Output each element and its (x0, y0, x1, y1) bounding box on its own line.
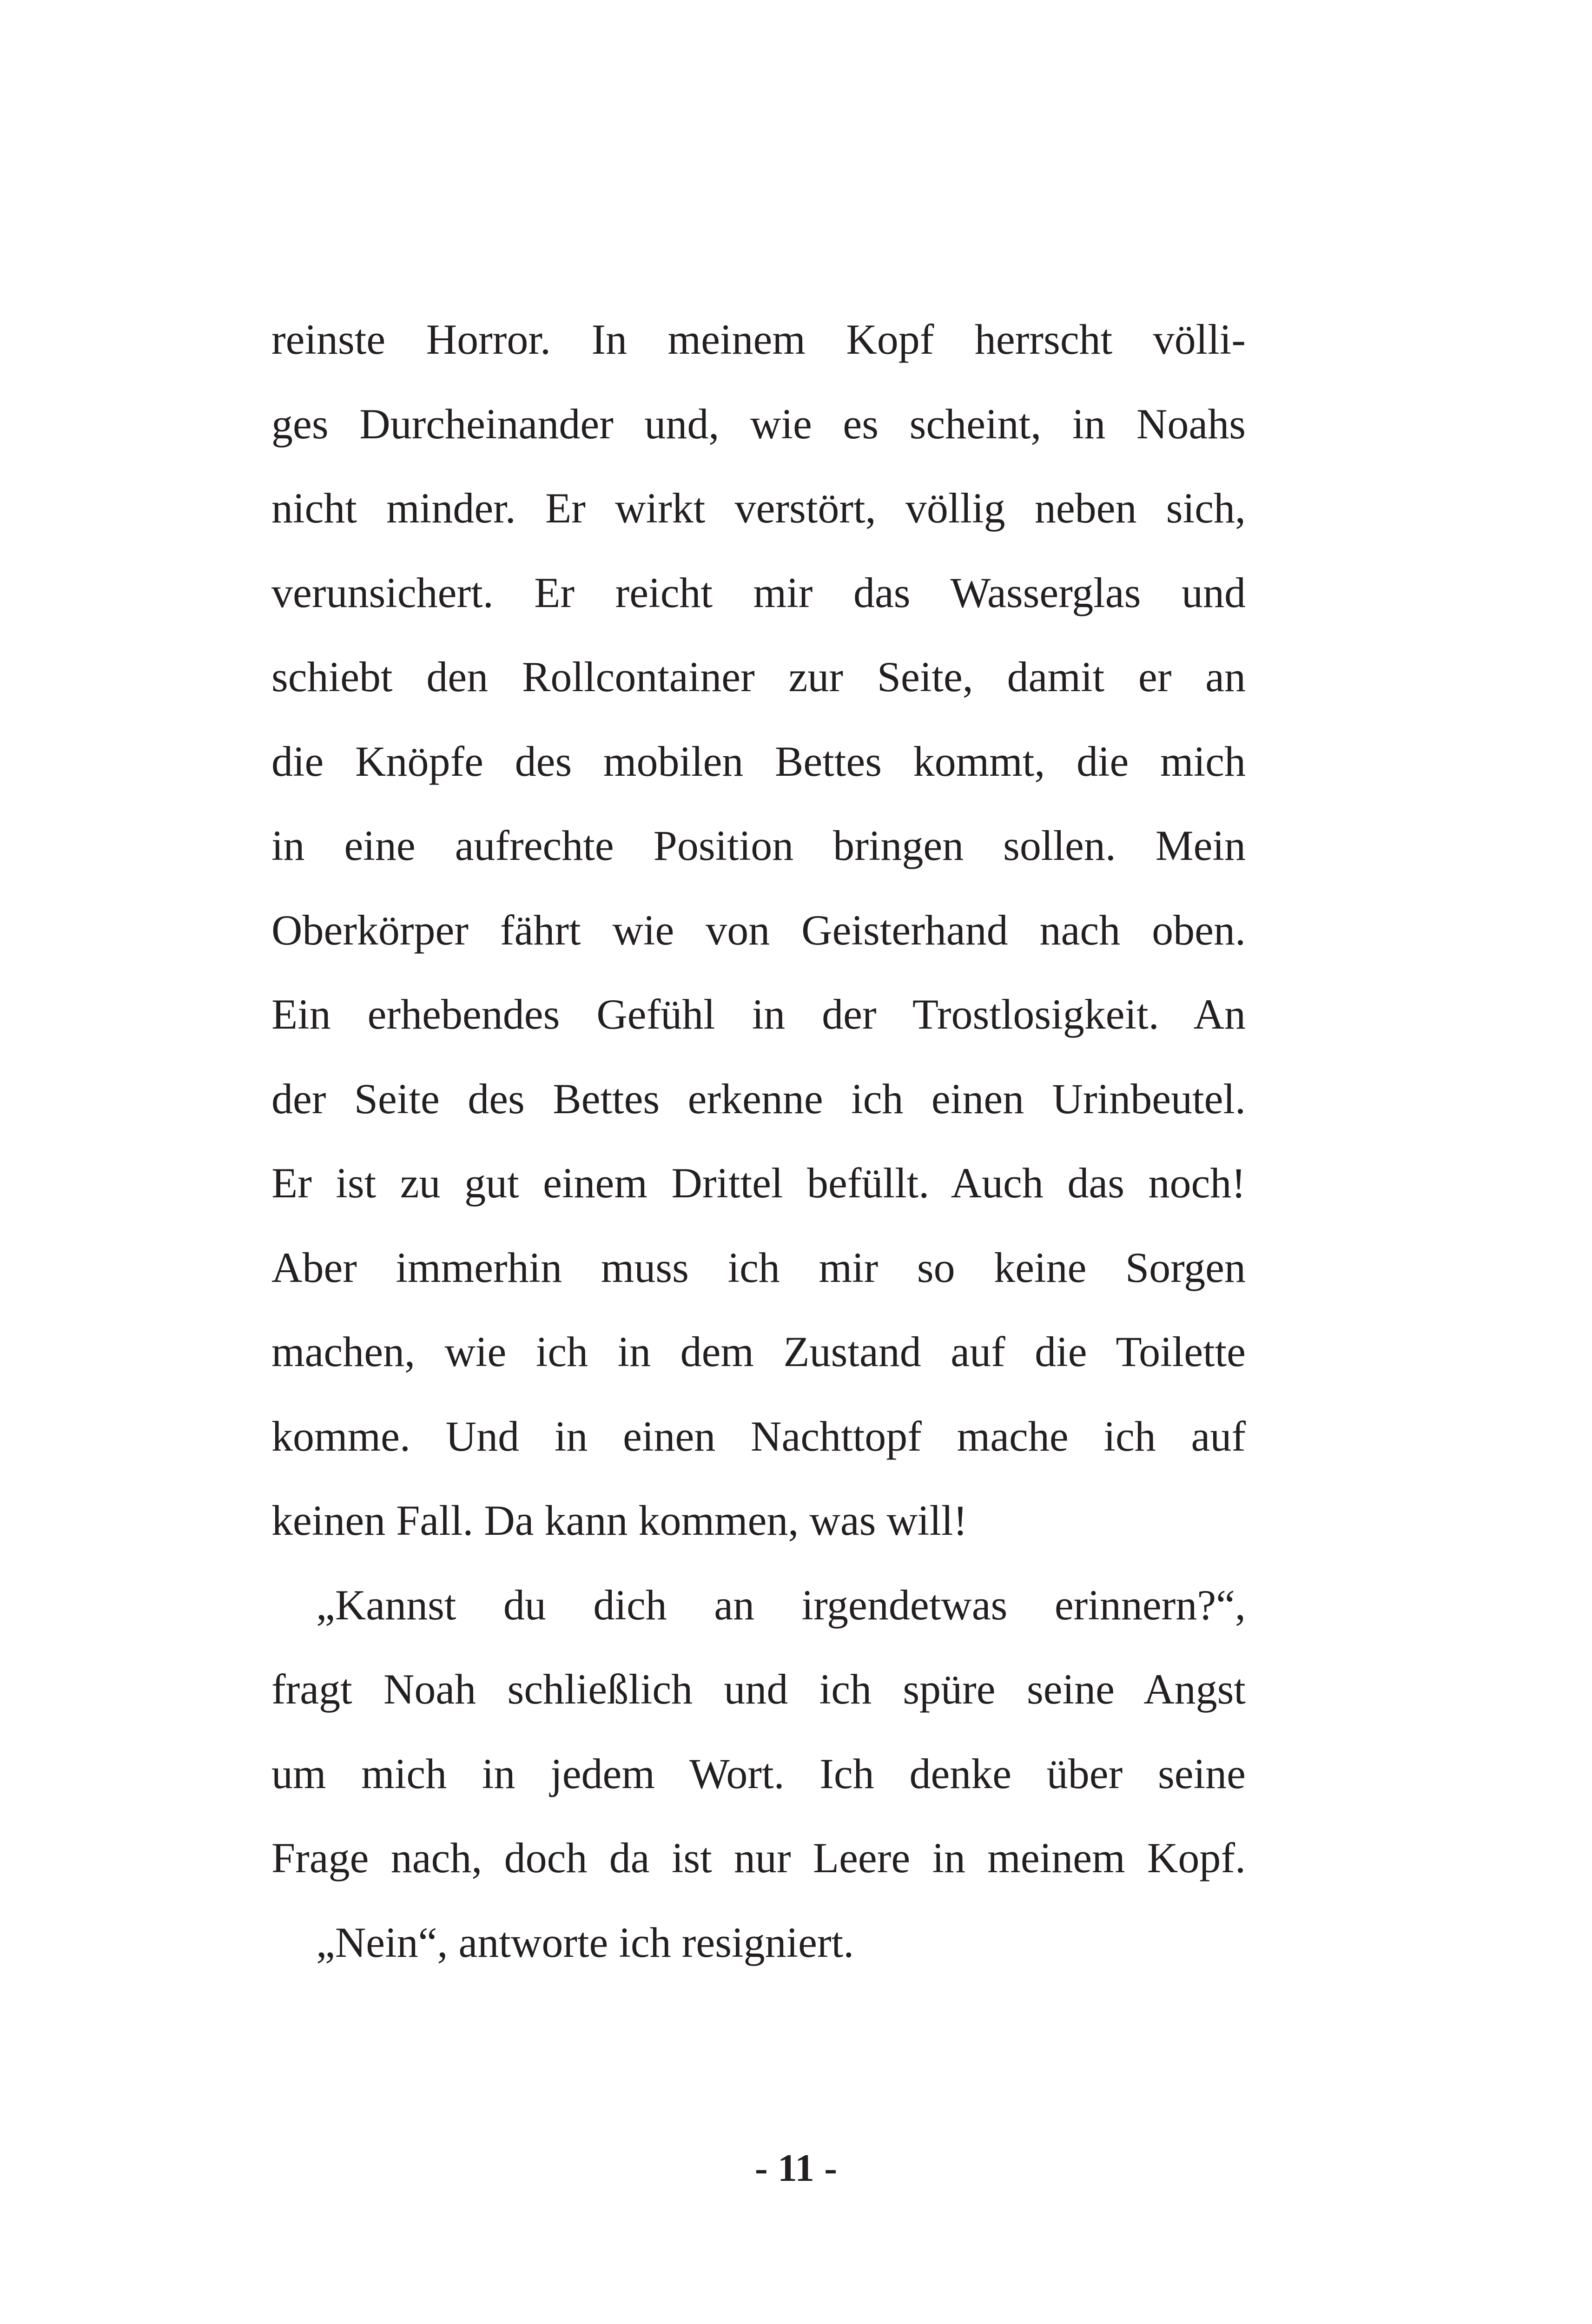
text-line: in eine aufrechte Position bringen sollen. Mein (271, 822, 1246, 869)
text-line: reinste Horror. In meinem Kopf herrscht völli- (271, 316, 1246, 363)
text-line: um mich in jedem Wort. Ich denke über seine (271, 1750, 1246, 1797)
text-line: die Knöpfe des mobilen Bettes kommt, die mich (271, 737, 1246, 785)
text-line: machen, wie ich in dem Zustand auf die Toilette (271, 1328, 1246, 1375)
body-text (271, 297, 1246, 1985)
text-line: Er ist zu gut einem Drittel befüllt. Auch das noch! (271, 1159, 1246, 1207)
text-line: ges Durcheinander und, wie es scheint, in Noahs (271, 400, 1246, 448)
text-line: „Kannst du dich an irgendetwas erinnern?“, (316, 1581, 1246, 1629)
text-line: keinen Fall. Da kann kommen, was will! (271, 1497, 968, 1544)
text-line: Oberkörper fährt wie von Geisterhand nach oben. (271, 906, 1246, 954)
text-line: Aber immerhin muss ich mir so keine Sorgen (271, 1243, 1246, 1291)
text-line: verunsichert. Er reicht mir das Wasserglas und (271, 568, 1246, 616)
page-number: - 11 - (754, 2146, 838, 2190)
text-line: der Seite des Bettes erkenne ich einen Urinbeutel. (271, 1075, 1246, 1122)
text-line: „Nein“, antworte ich resigniert. (316, 1918, 854, 1966)
text-line: Frage nach, doch da ist nur Leere in meinem Kopf. (271, 1834, 1246, 1882)
text-line: fragt Noah schließlich und ich spüre seine Angst (271, 1665, 1246, 1713)
text-line: komme. Und in einen Nachttopf mache ich auf (271, 1412, 1246, 1460)
text-line: nicht minder. Er wirkt verstört, völlig neben sich, (271, 484, 1246, 532)
text-line: schiebt den Rollcontainer zur Seite, damit er an (271, 653, 1246, 700)
text-line: Ein erhebendes Gefühl in der Trostlosigkeit. An (271, 990, 1246, 1038)
